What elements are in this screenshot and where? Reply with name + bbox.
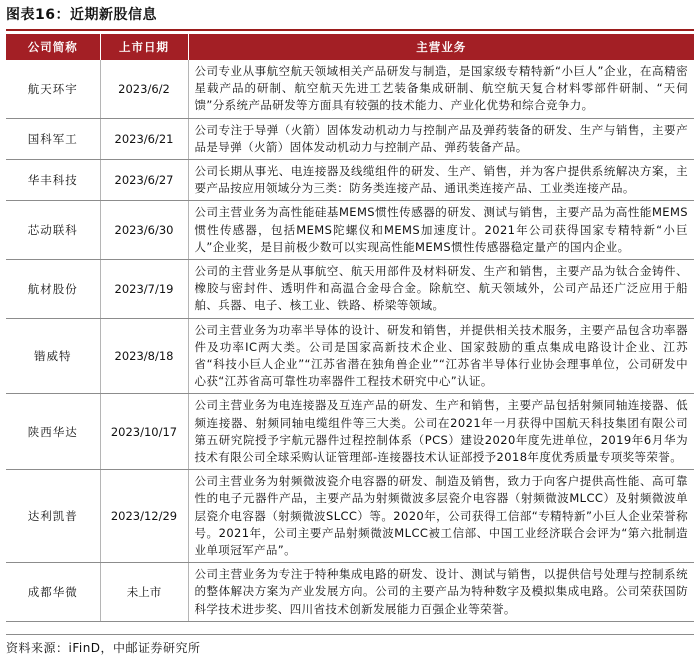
table-row bbox=[6, 470, 694, 563]
list-date-cell: 2023/12/29 bbox=[100, 470, 188, 563]
main-business-cell: 公司专业从事航空航天领域相关产品研发与制造，是国家级专精特新“小巨人”企业，在高精密星载产品的研制、航空航天先进工艺装备集成研制、航空航天复合材料零部件研制、“天伺馈”分系统产品研发等方面具有较强的技术能力、产业化优势和综合竞争力。 bbox=[188, 60, 694, 118]
company-name-cell: 华丰科技 bbox=[6, 160, 100, 201]
header-list-date: 上市日期 bbox=[100, 34, 188, 60]
company-name-cell: 达利凯普 bbox=[6, 470, 100, 563]
list-date-cell: 未上市 bbox=[100, 563, 188, 622]
bottom-divider bbox=[6, 634, 694, 635]
main-business-cell: 公司主营业务为功率半导体的设计、研发和销售，并提供相关技术服务，主要产品包含功率器件及功率IC两大类。公司是国家高新技术企业、国家鼓励的重点集成电路设计企业、江苏省“科技小巨人企业”“江苏省潜在独角兽企业”“江苏省半导体行业协会理事单位，公司研发中心获“江苏省高可靠性功率器件工程技术研究中心”认证。 bbox=[188, 318, 694, 394]
main-business-cell: 公司主营业务为射频微波瓷介电容器的研发、制造及销售，致力于向客户提供高性能、高可靠性的电子元器件产品，主要产品为射频微波多层瓷介电容器（射频微波MLCC）及射频微波单层瓷介电容器（射频微波SLCC）等。2020年，公司获得工信部“专精特新”小巨人企业荣誉称号。2021年，公司主要产品射频微波MLCC被工信部、中国工业经济联合会评为“第六批制造业单项冠军产品”。 bbox=[188, 470, 694, 563]
company-name-cell: 航天环宇 bbox=[6, 60, 100, 118]
list-date-cell: 2023/6/21 bbox=[100, 118, 188, 159]
header-company: 公司简称 bbox=[6, 34, 100, 60]
table-header-row bbox=[6, 34, 694, 60]
company-name-cell: 国科军工 bbox=[6, 118, 100, 159]
main-business-cell: 公司专注于导弹（火箭）固体发动机动力与控制产品及弹药装备的研发、生产与销售，主要产品是导弹（火箭）固体发动机动力与控制产品、弹药装备产品。 bbox=[188, 118, 694, 159]
company-name-cell: 锴威特 bbox=[6, 318, 100, 394]
main-business-cell: 公司长期从事光、电连接器及线缆组件的研发、生产、销售，并为客户提供系统解决方案，主要产品按应用领域分为三类：防务类连接产品、通讯类连接产品、工业类连接产品。 bbox=[188, 160, 694, 201]
table-row bbox=[6, 563, 694, 622]
title-divider bbox=[6, 29, 694, 31]
table-row bbox=[6, 394, 694, 470]
list-date-cell: 2023/6/27 bbox=[100, 160, 188, 201]
table-row bbox=[6, 160, 694, 201]
table-row bbox=[6, 201, 694, 260]
list-date-cell: 2023/6/2 bbox=[100, 60, 188, 118]
main-business-cell: 公司的主营业务是从事航空、航天用部件及材料研发、生产和销售，主要产品为钛合金铸件、橡胶与密封件、透明件和高温合金母合金。除航空、航天领域外，公司产品还广泛应用于船舶、兵器、电子、核工业、铁路、桥梁等领域。 bbox=[188, 260, 694, 319]
list-date-cell: 2023/6/30 bbox=[100, 201, 188, 260]
company-name-cell: 成都华微 bbox=[6, 563, 100, 622]
table-row bbox=[6, 318, 694, 394]
table-row bbox=[6, 118, 694, 159]
company-name-cell: 航材股份 bbox=[6, 260, 100, 319]
table-row bbox=[6, 60, 694, 118]
list-date-cell: 2023/10/17 bbox=[100, 394, 188, 470]
list-date-cell: 2023/8/18 bbox=[100, 318, 188, 394]
table-row bbox=[6, 260, 694, 319]
list-date-cell: 2023/7/19 bbox=[100, 260, 188, 319]
table-body bbox=[6, 60, 694, 621]
header-main-business: 主营业务 bbox=[188, 34, 694, 60]
source-note: 资料来源：iFinD，中邮证券研究所 bbox=[6, 641, 201, 655]
main-business-cell: 公司主营业务为高性能硅基MEMS惯性传感器的研发、测试与销售，主要产品为高性能MEMS惯性传感器，包括MEMS陀螺仪和MEMS加速度计。2021年公司获得国家专精特新“小巨人”企业奖，是目前极少数可以实现高性能MEMS惯性传感器稳定量产的国内企业。 bbox=[188, 201, 694, 260]
main-business-cell: 公司主营业务为电连接器及互连产品的研发、生产和销售，主要产品包括射频同轴连接器、低频连接器、射频同轴电缆组件等三大类。公司在2021年一月获得中国航天科技集团有限公司第五研究院授予宇航元器件过程控制体系（PCS）建设2020年度先进单位，2019年6月华为技术有限公司全球采购认证管理部-连接器技术认证部授予2018年度优秀质量专项奖等荣誉。 bbox=[188, 394, 694, 470]
main-business-cell: 公司主营业务为专注于特种集成电路的研发、设计、测试与销售，以提供信号处理与控制系统的整体解决方案为产业发展方向。公司的主要产品为特种数字及模拟集成电路。公司荣获国防科学技术进步奖、四川省技术创新发展能力百强企业等荣誉。 bbox=[188, 563, 694, 622]
figure-title: 图表16：近期新股信息 bbox=[6, 7, 157, 23]
company-name-cell: 芯动联科 bbox=[6, 201, 100, 260]
company-name-cell: 陕西华达 bbox=[6, 394, 100, 470]
new-stock-table bbox=[6, 34, 694, 622]
